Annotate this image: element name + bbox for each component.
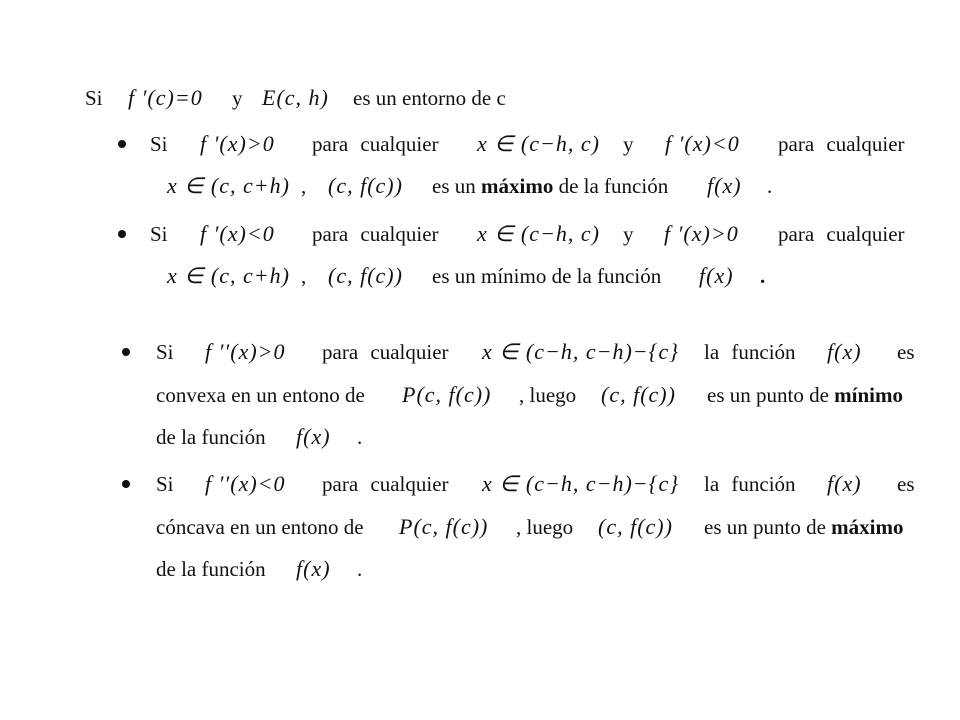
conclusion-pre: es un	[432, 174, 476, 198]
bullet-si: Si	[156, 340, 174, 364]
second-derivative-condition: f ′′(x)<0	[205, 471, 286, 496]
the-function-text: la función	[704, 472, 796, 496]
interval-left: x ∈ (c−h, c)	[477, 221, 600, 246]
condition-left: f ′(x)>0	[200, 131, 275, 156]
period: .	[767, 174, 773, 198]
intro-derivative-condition: f ′(c)=0	[128, 85, 203, 110]
condition-right: f ′(x)<0	[665, 131, 740, 156]
conclusion-pre: es un punto de	[707, 383, 829, 407]
bullet-si: Si	[150, 132, 168, 156]
bullet-icon	[118, 140, 126, 148]
shape-text: convexa en un entono de	[156, 383, 365, 407]
conclusion	[704, 514, 909, 540]
bullet-icon	[122, 480, 130, 488]
function-expression: f(x)	[699, 263, 734, 288]
period: .	[357, 557, 363, 581]
second-derivative-condition: f ′′(x)>0	[205, 339, 286, 364]
of-function-text: de la función	[156, 425, 266, 449]
interval-right: x ∈ (c, c+h)	[167, 173, 290, 198]
conclusion-pre: es un punto de	[704, 515, 826, 539]
comma: ,	[301, 264, 307, 288]
intro-conjunction: y	[232, 86, 243, 110]
for-any-text: para cualquier	[312, 132, 439, 156]
intro-neighborhood: E(c, h)	[262, 85, 329, 110]
interval: x ∈ (c−h, c−h)−{c}	[482, 471, 680, 496]
period: .	[357, 425, 363, 449]
bullet-si: Si	[156, 472, 174, 496]
function-expression: f(x)	[707, 173, 742, 198]
conclusion: es un mínimo de la función	[432, 264, 662, 288]
for-any-text: para cualquier	[312, 222, 439, 246]
function-expression: f(x)	[827, 471, 862, 496]
function-expression: f(x)	[296, 556, 331, 581]
point-p: P(c, f(c))	[402, 382, 492, 407]
interval: x ∈ (c−h, c−h)−{c}	[482, 339, 680, 364]
condition-left: f ′(x)<0	[200, 221, 275, 246]
then-text: , luego	[519, 383, 577, 407]
bullet-icon	[122, 348, 130, 356]
point-p: P(c, f(c))	[399, 514, 489, 539]
interval-right: x ∈ (c, c+h)	[167, 263, 290, 288]
critical-point: (c, f(c))	[598, 514, 673, 539]
for-any-text: para cualquier	[322, 472, 449, 496]
conclusion	[432, 173, 668, 199]
conclusion-keyword: máximo	[481, 174, 554, 198]
condition-right: f ′(x)>0	[664, 221, 739, 246]
conjunction: y	[623, 132, 634, 156]
the-function-text: la función	[704, 340, 796, 364]
conclusion-post: de la función	[558, 174, 669, 198]
intro-description: es un entorno de c	[353, 86, 506, 110]
for-any-text: para cualquier	[322, 340, 449, 364]
comma: ,	[301, 174, 307, 198]
critical-point: (c, f(c))	[328, 263, 403, 288]
critical-point: (c, f(c))	[328, 173, 403, 198]
is-text: es	[897, 472, 915, 496]
shape-text: cóncava en un entono de	[156, 515, 364, 539]
then-text: , luego	[516, 515, 574, 539]
function-expression: f(x)	[296, 424, 331, 449]
function-expression: f(x)	[827, 339, 862, 364]
period: .	[760, 264, 766, 288]
conclusion-keyword: mínimo	[834, 383, 903, 407]
intro-si: Si	[85, 86, 103, 110]
of-function-text: de la función	[156, 557, 266, 581]
for-any-text: para cualquier	[778, 132, 905, 156]
bullet-si: Si	[150, 222, 168, 246]
conclusion	[707, 382, 908, 408]
critical-point: (c, f(c))	[601, 382, 676, 407]
for-any-text: para cualquier	[778, 222, 905, 246]
is-text: es	[897, 340, 915, 364]
conclusion-keyword: máximo	[831, 515, 904, 539]
conjunction: y	[623, 222, 634, 246]
bullet-icon	[118, 230, 126, 238]
interval-left: x ∈ (c−h, c)	[477, 131, 600, 156]
